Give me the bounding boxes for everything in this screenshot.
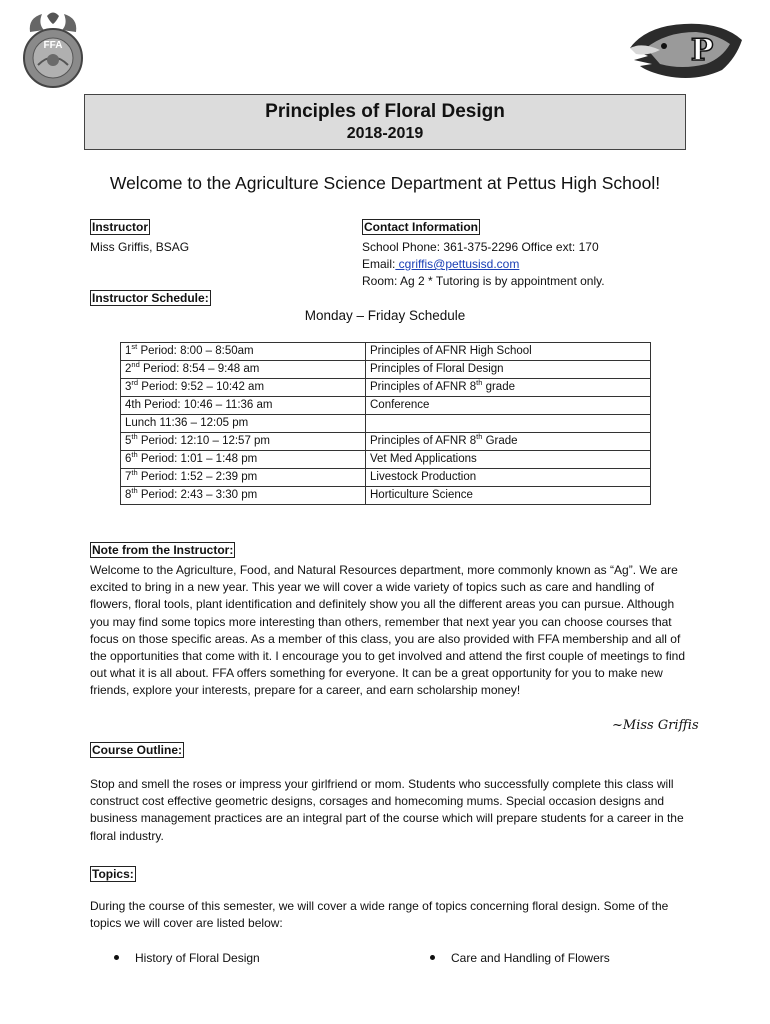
- schedule-period-cell: [121, 415, 366, 433]
- period-ordinal: th: [131, 486, 138, 496]
- topics-heading-wrap: [90, 865, 136, 883]
- schedule-period-cell: [121, 451, 366, 469]
- period-time: Period: 12:10 – 12:57 pm: [137, 435, 271, 447]
- course-outline-heading: Course Outline:: [92, 743, 183, 757]
- period-time: Lunch 11:36 – 12:05 pm: [125, 417, 249, 429]
- schedule-row: [121, 469, 651, 487]
- instructor-signature: ~Miss Griffis: [612, 718, 699, 733]
- schedule-period-cell: [121, 343, 366, 361]
- eagle-mascot-logo: [626, 18, 744, 82]
- schedule-row: [121, 343, 651, 361]
- period-number: 8: [125, 489, 132, 501]
- schedule-period-cell: [121, 487, 366, 505]
- period-time: Period: 9:52 – 10:42 am: [138, 381, 265, 393]
- schedule-class-cell: [366, 415, 651, 433]
- note-body: Welcome to the Agriculture, Food, and Natural Resources department, more commonly known as “Ag”. We are excited to bring in a new year. This year we will cover a wide variety of topics such as care and handling of flowers, floral tools, plant identification and definitely show you all the different areas you can pursue. Although you may find some topics more interesting than others, remember that next year you can choose courses that focus on those specific areas. As a member of this class, you are also provided with FFA membership and all of the opportunities that come with it. I encourage you to get involved and attend the first couple of meetings to find out what it is all about. FFA offers something for everyone. It can be a great opportunity for you to make new friends, explore your interests, prepare for a career, and earn scholarship money!: [90, 563, 686, 698]
- schedule-row: [121, 433, 651, 451]
- class-name: Livestock Production: [370, 471, 477, 483]
- schedule-period-cell: [121, 397, 366, 415]
- schedule-row: [121, 415, 651, 433]
- topic-item-label: History of Floral Design: [135, 951, 260, 965]
- bullet-icon: [430, 955, 435, 960]
- contact-heading: Contact Information: [364, 220, 478, 234]
- period-time: Period: 8:54 – 9:48 am: [139, 363, 260, 375]
- schedule-row: [121, 379, 651, 397]
- schedule-title: Monday – Friday Schedule: [304, 308, 466, 323]
- schedule-row: [121, 397, 651, 415]
- schedule-row: [121, 451, 651, 469]
- period-time: Period: 8:00 – 8:50am: [137, 345, 254, 357]
- class-name: Conference: [370, 399, 430, 411]
- course-outline-body: Stop and smell the roses or impress your girlfriend or mom. Students who successfully complete this class will construct cost effective geometric designs, corsages and homecoming mums. Special occasion designs and business management practices are an integral part of the course which will prepare students for a career in the floral industry.: [90, 777, 684, 843]
- topics-intro: During the course of this semester, we will cover a wide range of topics concerning floral design. Some of the topics we will cover are listed below:: [90, 899, 669, 931]
- period-time: 4th Period: 10:46 – 11:36 am: [125, 399, 273, 411]
- topic-item: [114, 950, 260, 967]
- schedule-heading: Instructor Schedule:: [92, 291, 209, 305]
- note-heading: Note from the Instructor:: [92, 543, 234, 557]
- class-grade-ordinal: th: [476, 378, 483, 388]
- period-ordinal: nd: [131, 360, 140, 370]
- contact-section: [362, 218, 605, 290]
- schedule-table: [120, 342, 651, 505]
- class-name: Principles of AFNR High School: [370, 345, 532, 357]
- school-phone: School Phone: 361-375-2296 Office ext: 170: [362, 240, 599, 254]
- room-info: Room: Ag 2 * Tutoring is by appointment only.: [362, 274, 605, 288]
- schedule-class-cell: [366, 343, 651, 361]
- class-name-suffix: Grade: [482, 435, 518, 447]
- class-name: Principles of Floral Design: [370, 363, 504, 375]
- course-title-box: [84, 94, 686, 150]
- topic-item-label: Care and Handling of Flowers: [451, 951, 610, 965]
- schedule-class-cell: [366, 433, 651, 451]
- period-time: Period: 1:01 – 1:48 pm: [137, 453, 258, 465]
- ffa-emblem-logo: [20, 10, 86, 92]
- email-label: Email:: [362, 257, 396, 271]
- schedule-row: [121, 487, 651, 505]
- class-name: Horticulture Science: [370, 489, 473, 501]
- schedule-row: [121, 361, 651, 379]
- class-name-suffix: grade: [482, 381, 515, 393]
- period-number: 5: [125, 435, 132, 447]
- period-time: Period: 1:52 – 2:39 pm: [137, 471, 258, 483]
- schedule-period-cell: [121, 433, 366, 451]
- period-ordinal: th: [131, 468, 138, 478]
- instructor-heading: Instructor: [92, 220, 149, 234]
- period-number: 3: [125, 381, 132, 393]
- topic-item: [430, 950, 610, 967]
- email-line: [362, 256, 605, 273]
- schedule-heading-wrap: [90, 289, 211, 307]
- period-ordinal: st: [131, 342, 138, 352]
- schedule-class-cell: [366, 451, 651, 469]
- school-year: 2018-2019: [346, 125, 424, 142]
- email-link[interactable]: cgriffis@pettusisd.com: [395, 257, 520, 271]
- schedule-period-cell: [121, 379, 366, 397]
- schedule-period-cell: [121, 469, 366, 487]
- period-ordinal: th: [131, 432, 138, 442]
- period-number: 7: [125, 471, 132, 483]
- period-number: 6: [125, 453, 132, 465]
- period-ordinal: th: [131, 450, 138, 460]
- schedule-class-cell: [366, 379, 651, 397]
- instructor-section: [90, 218, 189, 256]
- note-heading-wrap: [90, 541, 235, 559]
- period-number: 1: [125, 345, 132, 357]
- class-name: Principles of AFNR 8: [370, 381, 477, 393]
- period-time: Period: 2:43 – 3:30 pm: [137, 489, 258, 501]
- schedule-period-cell: [121, 361, 366, 379]
- schedule-class-cell: [366, 469, 651, 487]
- welcome-heading: Welcome to the Agriculture Science Department at Pettus High School!: [109, 173, 661, 193]
- topics-heading: Topics:: [92, 867, 134, 881]
- course-title: Principles of Floral Design: [265, 101, 505, 122]
- course-outline-heading-wrap: [90, 741, 184, 759]
- class-name: Vet Med Applications: [370, 453, 477, 465]
- class-grade-ordinal: th: [476, 432, 483, 442]
- period-ordinal: rd: [131, 378, 139, 388]
- class-name: Principles of AFNR 8: [370, 435, 477, 447]
- schedule-class-cell: [366, 397, 651, 415]
- instructor-name: Miss Griffis, BSAG: [90, 240, 190, 254]
- bullet-icon: [114, 955, 119, 960]
- eagle-logo-letter: P: [690, 33, 714, 68]
- ffa-logo-text: FFA: [43, 40, 63, 51]
- schedule-class-cell: [366, 361, 651, 379]
- schedule-class-cell: [366, 487, 651, 505]
- period-number: 2: [125, 363, 132, 375]
